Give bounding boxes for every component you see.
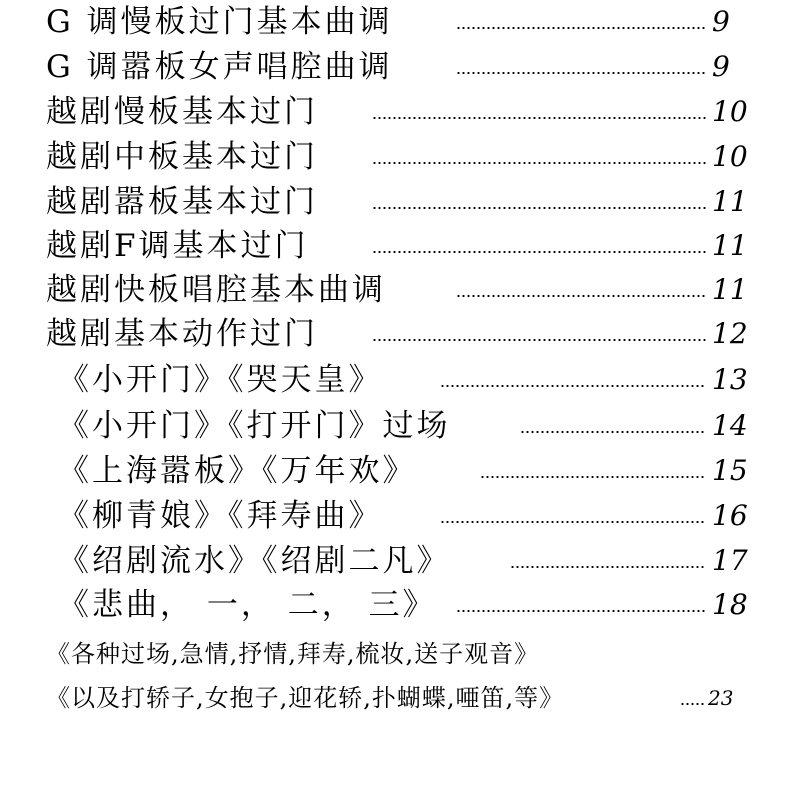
toc-entry-title: 《小开门》《打开门》过场: [58, 408, 451, 444]
toc-entry: [0, 404, 800, 448]
toc-entry-title: 越剧中板基本过门: [46, 139, 318, 175]
toc-entry: [0, 0, 800, 44]
toc-entry-title: 越剧嚣板基本过门: [46, 184, 318, 220]
toc-entry-page: 23: [708, 686, 734, 710]
dot-leader: [440, 521, 706, 523]
dot-leader: [520, 431, 706, 433]
toc-entry-page: 11: [712, 229, 748, 262]
toc-entry-page: 10: [712, 95, 748, 128]
toc-entry: [0, 583, 800, 627]
toc-entry-page: 18: [712, 588, 748, 621]
dot-leader: [456, 72, 706, 74]
toc-entry: [0, 268, 800, 312]
toc-entry: [0, 539, 800, 583]
toc-entry-page: 10: [712, 140, 748, 173]
toc-entry-title: 《以及打轿子,女抱子,迎花轿,扑蝴蝶,唖笛,等》: [46, 684, 565, 712]
toc-entry-page: 16: [712, 499, 748, 532]
dot-leader: [480, 476, 706, 478]
toc-entry-title: G 调嚣板女声唱腔曲调: [46, 49, 393, 85]
dot-leader: [372, 251, 706, 253]
toc-entry-page: 11: [712, 185, 748, 218]
toc-entry-page: 15: [712, 454, 748, 487]
dot-leader: [372, 162, 706, 164]
toc-entry-title: 越剧快板唱腔基本曲调: [46, 272, 386, 308]
toc-entry: [0, 90, 800, 134]
dot-leader: [440, 385, 706, 387]
toc-entry-page: 9: [712, 50, 730, 83]
toc-entry-page: 12: [712, 317, 748, 350]
toc-entry-page: 17: [712, 544, 748, 577]
toc-entry-title: 越剧F调基本过门: [46, 228, 309, 264]
toc-entry: [0, 449, 800, 493]
toc-entry: [0, 632, 800, 676]
dot-leader: [372, 207, 706, 209]
toc-entry-title: 《绍剧流水》《绍剧二凡》: [58, 543, 451, 579]
toc-entry-page: 14: [712, 409, 748, 442]
toc-entry-title: 《各种过场,急情,抒情,拜寿,梳妆,送子观音》: [46, 640, 540, 668]
toc-entry: [0, 494, 800, 538]
toc-entry: [0, 358, 800, 402]
toc-entry-title: 《柳青娘》《拜寿曲》: [58, 498, 383, 534]
toc-entry: [0, 180, 800, 224]
toc-entry-page: 11: [712, 273, 748, 306]
toc-entry: [0, 135, 800, 179]
toc-entry-title: 《悲曲， 一， 二， 三》: [58, 587, 437, 623]
dot-leader: [680, 703, 706, 705]
toc-entry: [0, 45, 800, 89]
toc-entry-page: 13: [712, 363, 748, 396]
dot-leader: [456, 295, 706, 297]
dot-leader: [456, 610, 706, 612]
toc-entry: [0, 676, 800, 720]
dot-leader: [372, 117, 706, 119]
toc-entry-title: G 调慢板过门基本曲调: [46, 4, 393, 40]
toc-entry-title: 《上海嚣板》《万年欢》: [58, 453, 417, 489]
toc-entry-title: 《小开门》《哭天皇》: [58, 362, 383, 398]
dot-leader: [510, 566, 706, 568]
dot-leader: [456, 27, 706, 29]
toc-entry-title: 越剧基本动作过门: [46, 316, 318, 352]
dot-leader: [372, 339, 706, 341]
toc-entry: [0, 312, 800, 356]
toc-entry-page: 9: [712, 5, 730, 38]
toc-entry-title: 越剧慢板基本过门: [46, 94, 318, 130]
toc-entry: [0, 224, 800, 268]
